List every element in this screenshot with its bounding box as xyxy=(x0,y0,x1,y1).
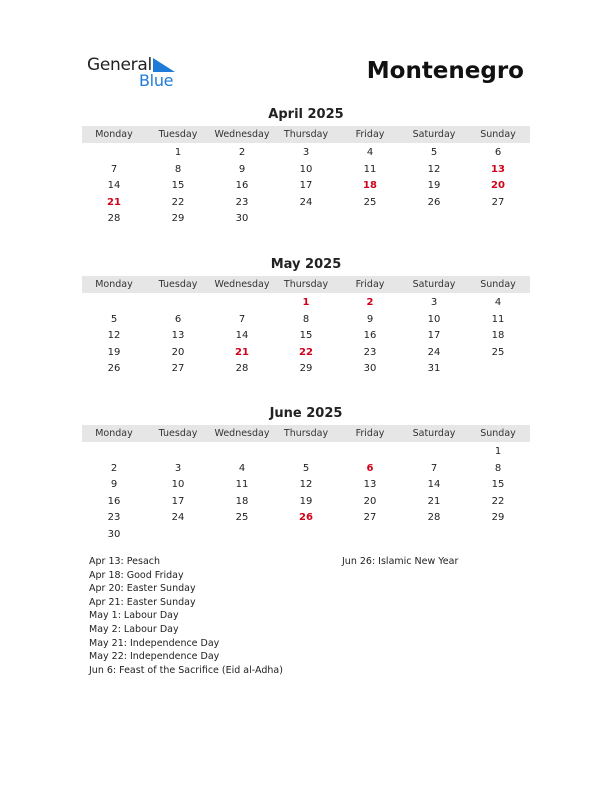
day-cell: 3 xyxy=(302,147,310,158)
weekday-label: Sunday xyxy=(480,129,516,140)
day-cell: 26 xyxy=(107,363,121,375)
weekday-label: Thursday xyxy=(283,428,329,439)
day-cell: 23 xyxy=(235,196,249,208)
day-cell: 15 xyxy=(299,330,313,342)
weekday-label: Wednesday xyxy=(214,279,270,290)
day-cell: 25 xyxy=(235,512,249,524)
day-cell: 6 xyxy=(494,147,502,158)
day-cell: 15 xyxy=(491,479,505,491)
day-cell: 23 xyxy=(107,512,121,524)
holiday-day-cell: 18 xyxy=(363,180,377,192)
day-cell: 3 xyxy=(174,462,182,474)
day-cell: 17 xyxy=(427,330,441,342)
day-cell: 7 xyxy=(110,163,118,175)
empty-day-cell xyxy=(82,145,146,162)
day-cell: 11 xyxy=(363,163,377,175)
holiday-entry: May 21: Independence Day xyxy=(89,637,220,649)
day-cell: 24 xyxy=(427,346,441,358)
day-cell: 4 xyxy=(366,147,374,158)
weekday-label: Wednesday xyxy=(214,129,270,140)
day-cell: 30 xyxy=(235,213,249,225)
holiday-entry: Apr 20: Easter Sunday xyxy=(89,583,196,595)
holiday-day-cell: 1 xyxy=(302,297,310,308)
day-cell: 1 xyxy=(494,446,502,457)
empty-day-cell xyxy=(274,444,338,461)
day-cell: 29 xyxy=(491,512,505,524)
day-cell: 19 xyxy=(299,495,313,507)
day-cell: 10 xyxy=(427,313,441,325)
day-cell: 18 xyxy=(491,330,505,342)
country-title: Montenegro xyxy=(366,58,524,84)
day-cell: 20 xyxy=(363,495,377,507)
day-grid xyxy=(82,295,530,378)
empty-day-cell xyxy=(210,295,274,312)
empty-day-cell xyxy=(82,444,146,461)
day-cell: 16 xyxy=(363,330,377,342)
day-cell: 4 xyxy=(494,297,502,308)
day-cell: 8 xyxy=(494,462,502,474)
day-cell: 16 xyxy=(235,180,249,192)
day-cell: 22 xyxy=(171,196,185,208)
weekday-label: Friday xyxy=(355,129,385,140)
day-cell: 1 xyxy=(174,147,182,158)
holiday-entry: May 2: Labour Day xyxy=(89,623,179,635)
day-cell: 23 xyxy=(363,346,377,358)
weekday-header xyxy=(82,126,530,143)
day-cell: 9 xyxy=(366,313,374,325)
holiday-day-cell: 21 xyxy=(107,196,121,208)
day-cell: 13 xyxy=(171,330,185,342)
holiday-entry: Jun 6: Feast of the Sacrifice (Eid al-Adha) xyxy=(89,664,283,676)
month-may xyxy=(82,256,530,378)
empty-day-cell xyxy=(338,444,402,461)
day-cell: 20 xyxy=(171,346,185,358)
day-cell: 5 xyxy=(430,147,438,158)
empty-day-cell xyxy=(402,444,466,461)
day-cell: 25 xyxy=(363,196,377,208)
day-cell: 12 xyxy=(427,163,441,175)
weekday-label: Friday xyxy=(355,428,385,439)
holiday-entry: May 1: Labour Day xyxy=(89,610,179,622)
weekday-label: Monday xyxy=(95,279,133,290)
day-cell: 22 xyxy=(491,495,505,507)
day-cell: 25 xyxy=(491,346,505,358)
day-cell: 21 xyxy=(427,495,441,507)
holiday-entry: Apr 18: Good Friday xyxy=(89,569,184,581)
weekday-label: Saturday xyxy=(412,129,456,140)
day-cell: 8 xyxy=(174,163,182,175)
day-cell: 14 xyxy=(427,479,441,491)
weekday-label: Tuesday xyxy=(158,129,198,140)
day-cell: 30 xyxy=(107,528,121,540)
day-cell: 5 xyxy=(302,462,310,474)
logo-text-blue: Blue xyxy=(139,71,174,90)
month-title: April 2025 xyxy=(268,107,344,122)
day-cell: 24 xyxy=(171,512,185,524)
day-cell: 28 xyxy=(107,213,121,225)
weekday-label: Tuesday xyxy=(158,279,198,290)
weekday-label: Sunday xyxy=(480,279,516,290)
day-cell: 16 xyxy=(107,495,121,507)
weekday-label: Thursday xyxy=(283,129,329,140)
empty-day-cell xyxy=(210,444,274,461)
empty-day-cell xyxy=(82,295,146,312)
day-cell: 27 xyxy=(491,196,505,208)
day-cell: 2 xyxy=(110,462,118,474)
holiday-list-left xyxy=(89,555,283,677)
weekday-label: Friday xyxy=(355,279,385,290)
weekday-header xyxy=(82,425,530,442)
day-cell: 18 xyxy=(235,495,249,507)
holiday-day-cell: 13 xyxy=(491,163,505,175)
day-cell: 14 xyxy=(107,180,121,192)
day-cell: 13 xyxy=(363,479,377,491)
month-title: June 2025 xyxy=(269,406,343,421)
day-cell: 7 xyxy=(430,462,438,474)
holiday-entry: Apr 21: Easter Sunday xyxy=(89,596,196,608)
day-cell: 26 xyxy=(427,196,441,208)
generalblue-logo xyxy=(87,55,187,95)
day-cell: 8 xyxy=(302,313,310,325)
day-cell: 14 xyxy=(235,330,249,342)
day-cell: 7 xyxy=(238,313,246,325)
weekday-label: Tuesday xyxy=(158,428,198,439)
day-cell: 9 xyxy=(238,163,246,175)
day-cell: 17 xyxy=(171,495,185,507)
day-cell: 28 xyxy=(235,363,249,375)
weekday-label: Saturday xyxy=(412,428,456,439)
day-cell: 30 xyxy=(363,363,377,375)
day-cell: 11 xyxy=(235,479,249,491)
weekday-label: Thursday xyxy=(283,279,329,290)
weekday-label: Monday xyxy=(95,428,133,439)
holiday-entry: Apr 13: Pesach xyxy=(89,556,161,567)
day-cell: 27 xyxy=(363,512,377,524)
day-cell: 29 xyxy=(171,213,185,225)
holiday-day-cell: 2 xyxy=(366,297,374,308)
holiday-list-right xyxy=(342,555,458,569)
holiday-day-cell: 22 xyxy=(299,346,313,358)
day-cell: 19 xyxy=(107,346,121,358)
day-cell: 10 xyxy=(171,479,185,491)
day-cell: 28 xyxy=(427,512,441,524)
weekday-label: Saturday xyxy=(412,279,456,290)
weekday-header xyxy=(82,276,530,293)
day-grid xyxy=(82,444,530,544)
day-cell: 15 xyxy=(171,180,185,192)
day-cell: 29 xyxy=(299,363,313,375)
day-cell: 12 xyxy=(299,479,313,491)
empty-day-cell xyxy=(146,295,210,312)
weekday-label: Sunday xyxy=(480,428,516,439)
holiday-entry: May 22: Independence Day xyxy=(89,651,220,663)
day-cell: 31 xyxy=(427,363,441,375)
holiday-entry: Jun 26: Islamic New Year xyxy=(342,556,459,567)
day-cell: 2 xyxy=(238,147,246,158)
month-title: May 2025 xyxy=(270,257,342,272)
weekday-label: Wednesday xyxy=(214,428,270,439)
holiday-day-cell: 21 xyxy=(235,346,249,358)
day-cell: 10 xyxy=(299,163,313,175)
day-cell: 27 xyxy=(171,363,185,375)
day-cell: 4 xyxy=(238,462,246,474)
logo-text-general: General xyxy=(87,55,152,75)
day-cell: 12 xyxy=(107,330,121,342)
empty-day-cell xyxy=(146,444,210,461)
day-cell: 17 xyxy=(299,180,313,192)
holiday-day-cell: 26 xyxy=(299,512,313,524)
day-cell: 24 xyxy=(299,196,313,208)
day-cell: 3 xyxy=(430,297,438,308)
month-april xyxy=(82,106,530,228)
day-grid xyxy=(82,145,530,228)
day-cell: 5 xyxy=(110,313,118,325)
day-cell: 19 xyxy=(427,180,441,192)
day-cell: 6 xyxy=(174,313,182,325)
weekday-label: Monday xyxy=(95,129,133,140)
day-cell: 9 xyxy=(110,479,118,491)
month-june xyxy=(82,405,530,544)
holiday-day-cell: 6 xyxy=(366,462,374,474)
day-cell: 11 xyxy=(491,313,505,325)
holiday-day-cell: 20 xyxy=(491,180,505,192)
